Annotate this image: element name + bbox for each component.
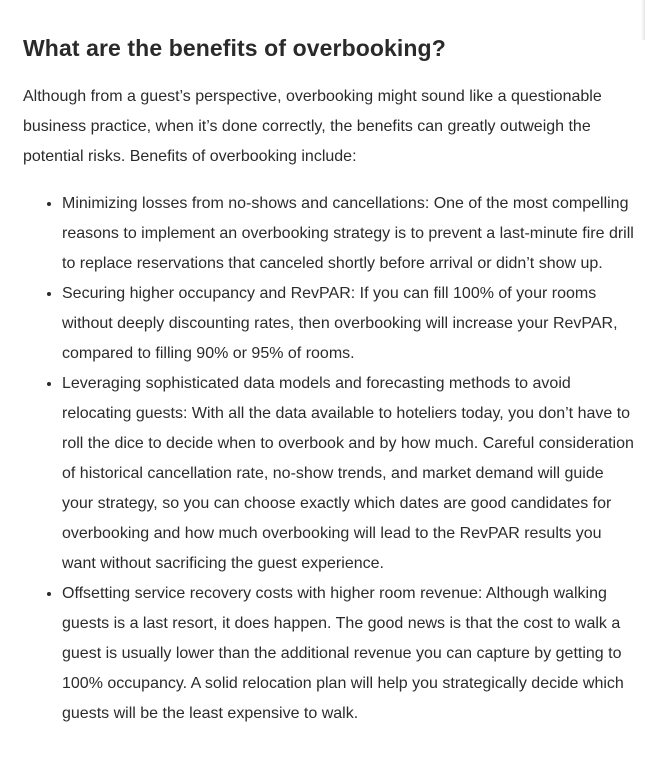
intro-paragraph: Although from a guest’s perspective, overbooking might sound like a questionable business practice, when it’s done correctly, the benefits can greatly outweigh the potential risks. Benefits of overbooking include: bbox=[23, 88, 602, 165]
benefits-list bbox=[23, 189, 634, 729]
scroll-edge-shadow bbox=[641, 0, 645, 40]
benefit-item-no-shows: • Minimizing losses from no-shows and cancellations: One of the most compelling reasons to implement an overbooking strategy is to prevent a last-minute fire drill to replace reservations that canceled shortly before arrival or didn’t show up. bbox=[62, 189, 634, 279]
benefit-item-occupancy: • Securing higher occupancy and RevPAR: If you can fill 100% of your rooms without deeply discounting rates, then overbooking will increase your RevPAR, compared to filling 90% or 95% of rooms. bbox=[62, 279, 634, 369]
section-heading: What are the benefits of overbooking? bbox=[23, 35, 446, 61]
benefit-item-service-recovery: • Offsetting service recovery costs with higher room revenue: Although walking guests is a last resort, it does happen. The good news is that the cost to walk a guest is usually lower than the additional revenue you can capture by getting to 100% occupancy. A solid relocation plan will help you strategically decide which guests will be the least expensive to walk. bbox=[62, 579, 634, 729]
benefit-item-data-models: • Leveraging sophisticated data models and forecasting methods to avoid relocating guests: With all the data available to hoteliers today, you don’t have to roll the dice to decide when to overbook and by how much. Careful consideration of historical cancellation rate, no-show trends, and market demand will guide your strategy, so you can choose exactly which dates are good candidates for overbooking and how much overbooking will lead to the RevPAR results you want without sacrificing the guest experience. bbox=[62, 369, 634, 579]
